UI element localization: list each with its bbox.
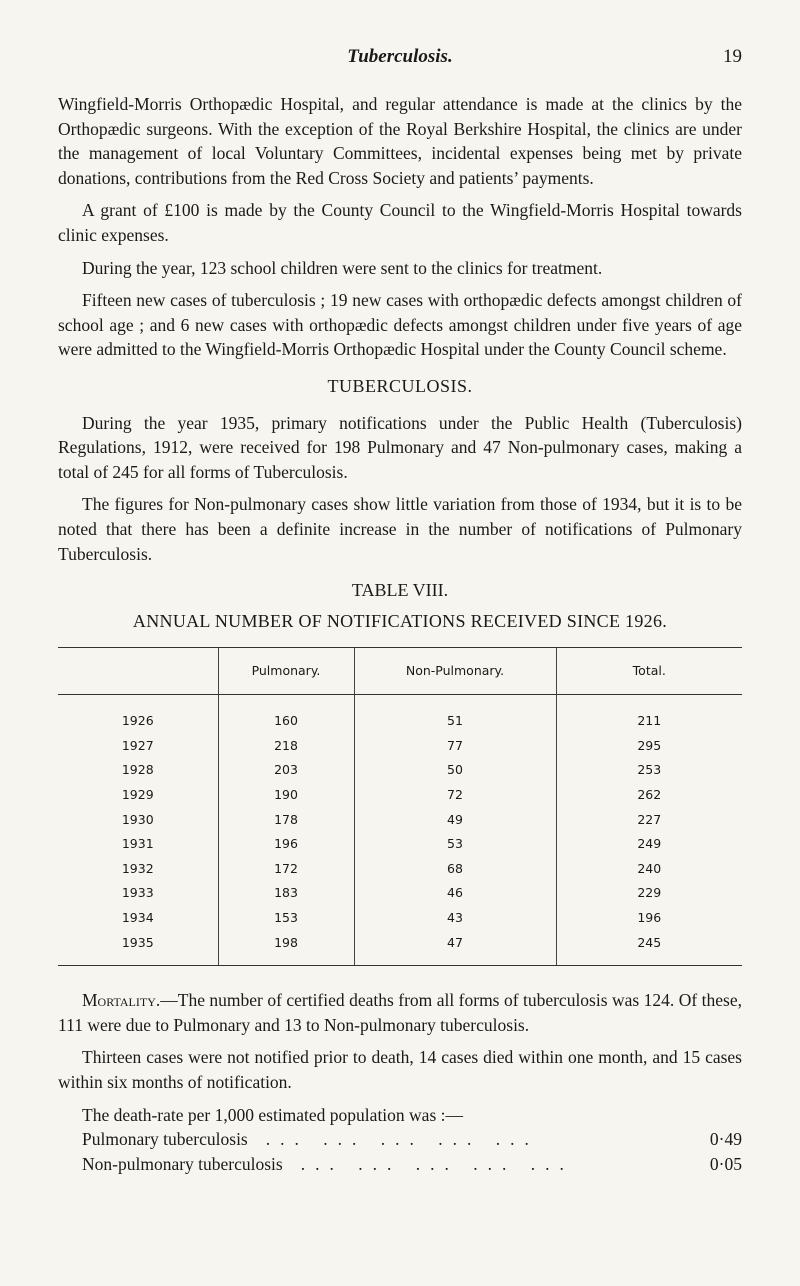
cell-non-pulmonary: 53	[354, 832, 556, 857]
cell-non-pulmonary: 49	[354, 808, 556, 833]
cell-year: 1926	[121, 713, 154, 729]
cell-total: 227	[556, 808, 742, 833]
table-row	[58, 857, 742, 882]
table-row	[58, 906, 742, 931]
cell-total: 249	[556, 832, 742, 857]
cell-year: 1928	[121, 762, 154, 778]
column-header-year	[58, 648, 218, 695]
cell-year: 1929	[121, 787, 154, 803]
column-header-pulmonary: Pulmonary.	[218, 648, 354, 695]
paragraph-school-children: During the year, 123 school children were sent to the clinics for treatment.	[82, 257, 603, 278]
cell-non-pulmonary: 46	[354, 881, 556, 906]
table-row	[58, 931, 742, 966]
paragraph-clinics: Wingfield-Morris Orthopædic Hospital, and regular attendance is made at the clinics by the Orthopædic surgeons. With the exception of the Royal Berkshire Hospital, the clinics are under the management of local Voluntary Committees, incidental expenses being met by private donations, contributions from the Red Cross Society and patients’ payments.	[58, 94, 742, 188]
cell-pulmonary: 160	[218, 695, 354, 734]
death-rate-row-pulmonary	[58, 1127, 742, 1152]
cell-year: 1930	[121, 811, 154, 827]
paragraph-admissions: Fifteen new cases of tuberculosis ; 19 new cases with orthopædic defects amongst children of school age ; and 6 new cases with orthopædic defects amongst children under five years of age were admitted to the Wingfield-Morris Orthopædic Hospital under the County Council scheme.	[58, 290, 742, 360]
running-title: Tuberculosis.	[347, 46, 453, 67]
cell-pulmonary: 203	[218, 758, 354, 783]
section-heading: TUBERCULOSIS.	[327, 375, 473, 396]
cell-total: 295	[556, 734, 742, 759]
cell-year: 1934	[121, 910, 154, 926]
paragraph-not-notified: Thirteen cases were not notified prior to death, 14 cases died within one month, and 15 cases within six months of notification.	[58, 1047, 742, 1092]
death-rate-label: Non-pulmonary tuberculosis	[82, 1153, 283, 1174]
cell-non-pulmonary: 72	[354, 783, 556, 808]
cell-total: 211	[556, 695, 742, 734]
cell-non-pulmonary: 50	[354, 758, 556, 783]
table-row	[58, 758, 742, 783]
leader-dots: ... ... ... ... ...	[300, 1153, 574, 1174]
death-rate-intro: The death-rate per 1,000 estimated population was :—	[82, 1104, 463, 1125]
table-row	[58, 881, 742, 906]
mortality-lead: Mortality.	[82, 990, 161, 1011]
paragraph-notifications: During the year 1935, primary notifications under the Public Health (Tuberculosis) Regulations, 1912, were received for 198 Pulmonary and 47 Non-pulmonary cases, making a total of 245 for all forms of Tuberculosis.	[58, 412, 742, 482]
cell-pulmonary: 183	[218, 881, 354, 906]
cell-total: 253	[556, 758, 742, 783]
page-body	[58, 92, 742, 1176]
cell-pulmonary: 218	[218, 734, 354, 759]
cell-year: 1933	[121, 885, 154, 901]
table-title: TABLE VIII.	[351, 580, 449, 601]
cell-total: 262	[556, 783, 742, 808]
cell-total: 196	[556, 906, 742, 931]
cell-year: 1931	[121, 836, 154, 852]
column-header-total: Total.	[556, 648, 742, 695]
table-header-row	[58, 648, 742, 695]
paragraph-mortality	[58, 988, 742, 1037]
death-rate-value: 0·05	[709, 1153, 742, 1174]
paragraph-variation: The figures for Non-pulmonary cases show little variation from those of 1934, but it is to be noted that there has been a definite increase in the number of notifications of Pulmonary Tuberculosis.	[58, 494, 742, 564]
table-row	[58, 832, 742, 857]
table-row	[58, 695, 742, 734]
leader-dots: ... ... ... ... ...	[265, 1129, 539, 1150]
cell-non-pulmonary: 77	[354, 734, 556, 759]
cell-non-pulmonary: 43	[354, 906, 556, 931]
running-head	[58, 46, 742, 74]
table-row	[58, 783, 742, 808]
table-caption: ANNUAL NUMBER OF NOTIFICATIONS RECEIVED SINCE 1926.	[132, 610, 668, 631]
cell-year: 1935	[58, 931, 218, 966]
cell-pulmonary: 196	[218, 832, 354, 857]
cell-year: 1927	[121, 737, 154, 753]
paragraph-grant: A grant of £100 is made by the County Council to the Wingfield-Morris Hospital towards clinic expenses.	[58, 200, 742, 245]
notifications-table	[58, 647, 742, 966]
cell-non-pulmonary: 51	[354, 695, 556, 734]
cell-non-pulmonary: 68	[354, 857, 556, 882]
cell-total: 245	[556, 931, 742, 966]
table-row	[58, 734, 742, 759]
column-header-non-pulmonary: Non-Pulmonary.	[354, 648, 556, 695]
cell-pulmonary: 198	[218, 931, 354, 966]
death-rate-row-non-pulmonary	[58, 1152, 742, 1177]
cell-pulmonary: 153	[218, 906, 354, 931]
table-row	[58, 808, 742, 833]
cell-total: 229	[556, 881, 742, 906]
page-number: 19	[723, 46, 742, 67]
death-rate-label: Pulmonary tuberculosis	[82, 1129, 248, 1150]
cell-pulmonary: 172	[218, 857, 354, 882]
mortality-text: —The number of certified deaths from all forms of tuberculosis was 124. Of these, 111 were due to Pulmonary and 13 to Non-pulmonary tuberculosis.	[58, 990, 742, 1035]
death-rate-value: 0·49	[709, 1129, 742, 1150]
cell-total: 240	[556, 857, 742, 882]
cell-non-pulmonary: 47	[354, 931, 556, 966]
cell-pulmonary: 178	[218, 808, 354, 833]
cell-pulmonary: 190	[218, 783, 354, 808]
cell-year: 1932	[121, 860, 154, 876]
